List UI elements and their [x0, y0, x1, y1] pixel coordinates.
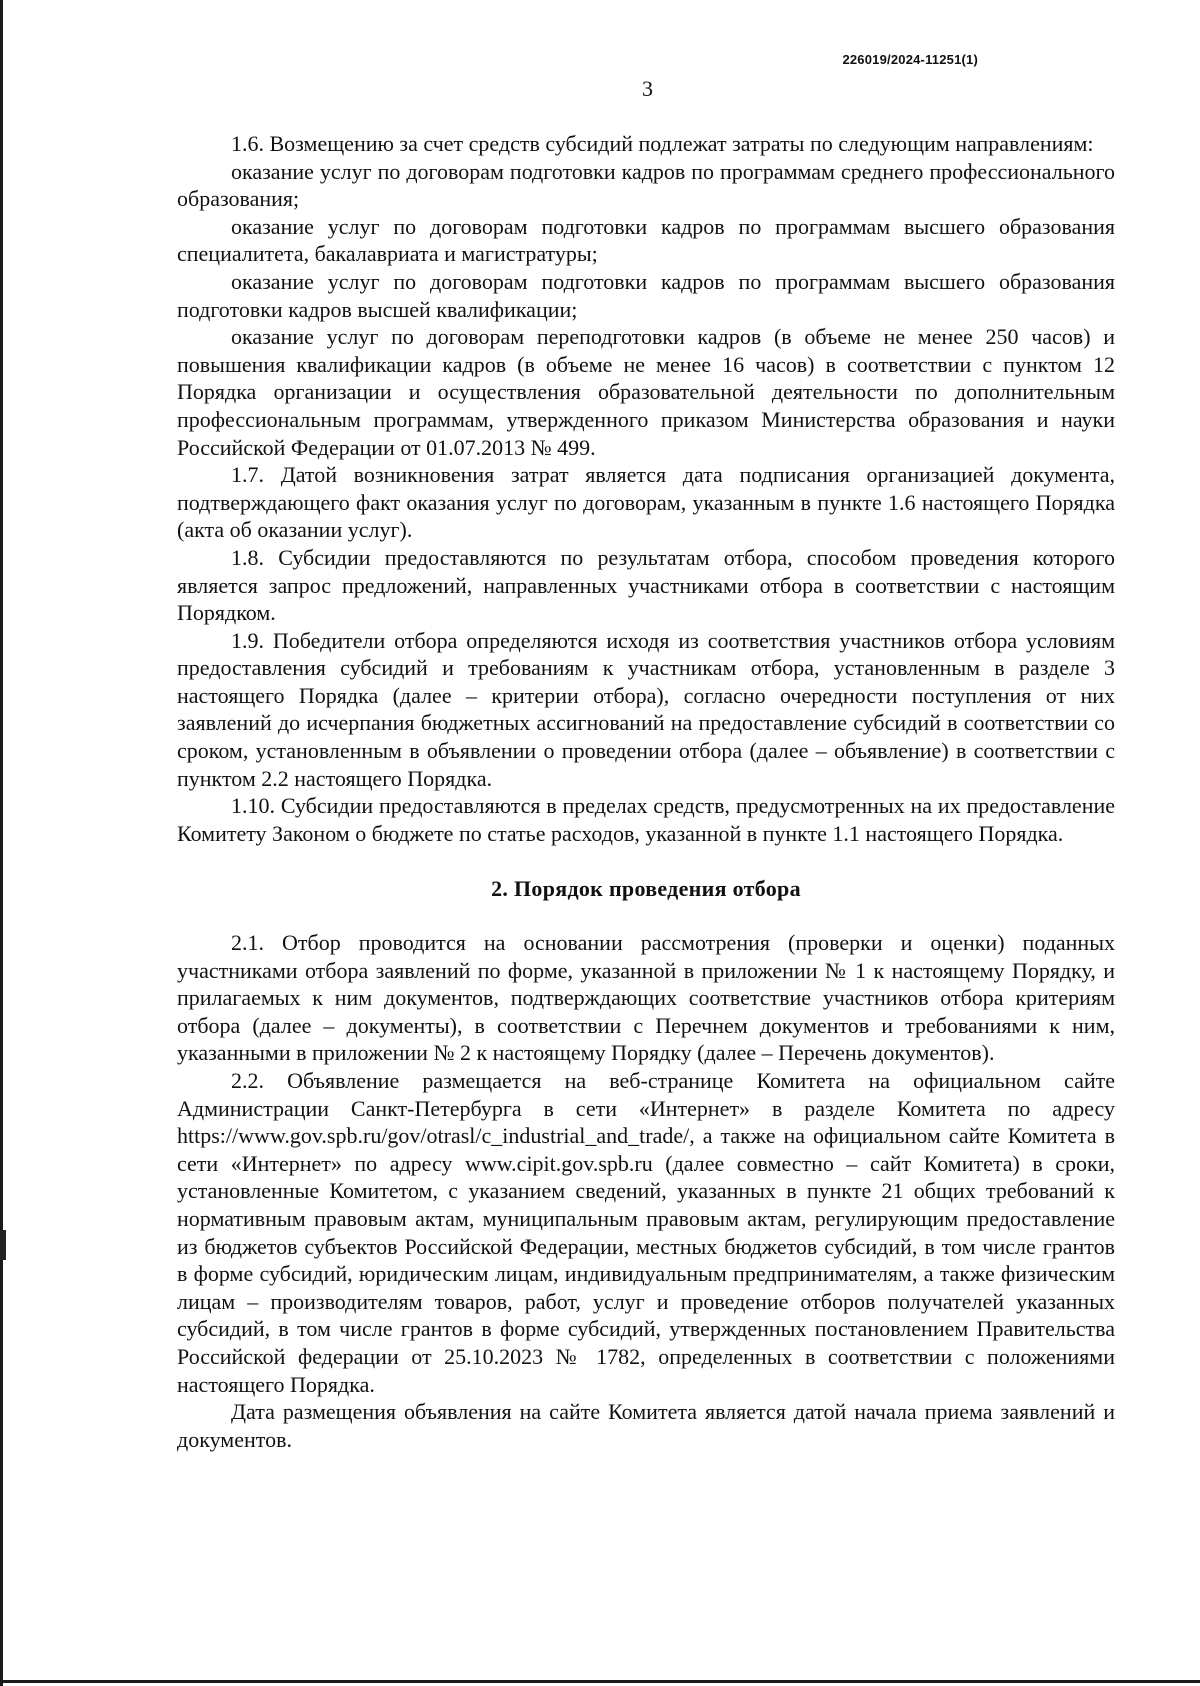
paragraph-item-higher-qual: оказание услуг по договорам подготовки кадров по программам высшего образования подготовки кадров высшей квалификации;: [177, 268, 1115, 322]
paragraph-1-6: 1.6. Возмещению за счет средств субсидий подлежат затраты по следующим направлениям:: [231, 131, 1094, 156]
scan-edge-notch: [0, 1230, 6, 1260]
paragraph-1-10: 1.10. Субсидии предоставляются в пределах средств, предусмотренных на их предоставление Комитету Законом о бюджете по статье расходов, указанной в пункте 1.1 настоящего Порядка.: [177, 793, 1115, 846]
page-number: 3: [642, 76, 653, 101]
paragraph-2-1: 2.1. Отбор проводится на основании рассмотрения (проверки и оценки) поданных участниками отбора заявлений по форме, указанной в приложении № 1 к настоящему Порядку, и прилагаемых к ним документов, подтверждающих соответствие участников отбора критериям отбора (далее – документы), в соответствии с Перечнем документов и требованиями к ним, указанными в приложении № 2 к настоящему Порядку (далее – Перечень документов).: [177, 930, 1115, 1066]
section-2-heading: 2. Порядок проведения отбора: [491, 876, 801, 902]
paragraph-item-bachelor: оказание услуг по договорам подготовки кадров по программам высшего образования специалитета, бакалавриата и магистратуры;: [177, 213, 1115, 267]
paragraph-1-8: 1.8. Субсидии предоставляются по результатам отбора, способом проведения которого является запрос предложений, направленных участниками отбора в соответствии с настоящим Порядком.: [177, 544, 1115, 626]
paragraph-announcement-date: Дата размещения объявления на сайте Комитета является датой начала приема заявлений и документов.: [177, 1399, 1115, 1452]
document-body: [177, 130, 1115, 1453]
paragraph-item-retraining: оказание услуг по договорам переподготовки кадров (в объеме не менее 250 часов) и повышения квалификации кадров (в объеме не менее 16 часов) в соответствии с пунктом 12 Порядка организации и осуществления образовательной деятельности по дополнительным профессиональным программам, утвержденного приказом Министерства образования и науки Российской Федерации от 01.07.2013 № 499.: [177, 324, 1115, 460]
paragraph-1-7: 1.7. Датой возникновения затрат является дата подписания организацией документа, подтверждающего факт оказания услуг по договорам, указанным в пункте 1.6 настоящего Порядка (акта об оказании услуг).: [177, 462, 1115, 543]
paragraph-1-9: 1.9. Победители отбора определяются исходя из соответствия участников отбора условиям предоставления субсидий и требованиям к участникам отбора, установленным в разделе 3 настоящего Порядка (далее – критерии отбора), согласно очередности поступления от них заявлений до исчерпания бюджетных ассигнований на предоставление субсидий в соответствии со сроком, установленным в объявлении о проведении отбора (далее – объявление) в соответствии с пунктом 2.2 настоящего Порядка.: [177, 627, 1115, 791]
paragraph-2-2: 2.2. Объявление размещается на веб-странице Комитета на официальном сайте Администрации Санкт-Петербурга в сети «Интернет» в разделе Комитета по адресу https://www.gov.spb.ru/gov/otrasl/c_industrial_and_trade/, а также на официальном сайте Комитета в сети «Интернет» по адресу www.cipit.gov.spb.ru (далее совместно – сайт Комитета) в сроки, установленные Комитетом, с указанием сведений, указанных в пункте 21 общих требований к нормативным правовым актам, муниципальным правовым актам, регулирующим предоставление из бюджетов субъектов Российской Федерации, местных бюджетов субсидий, в том числе грантов в форме субсидий, юридическим лицам, индивидуальным предпринимателям, а также физическим лицам – производителям товаров, работ, услуг и проведение отборов получателей указанных субсидий, в том числе грантов в форме субсидий, утвержденных постановлением Правительства Российской федерации от 25.10.2023 № 1782, определенных в соответствии с положениями настоящего Порядка.: [177, 1068, 1115, 1397]
scan-edge-mark: [0, 0, 3, 1686]
document-number: 226019/2024-11251(1): [842, 52, 978, 67]
paragraph-item-spo: оказание услуг по договорам подготовки кадров по программам среднего профессионального образования;: [177, 158, 1115, 212]
scan-bottom-rule: [0, 1680, 1200, 1683]
